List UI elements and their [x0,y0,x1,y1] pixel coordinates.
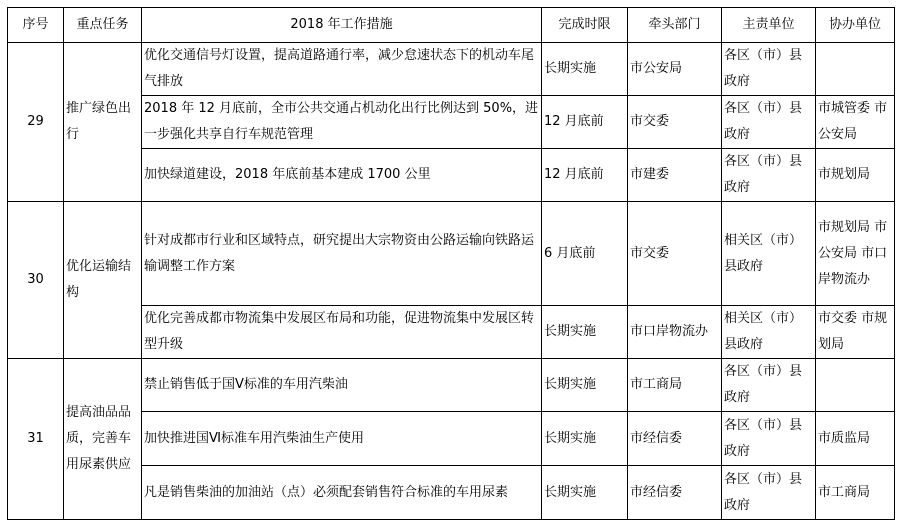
responsible-cell: 各区（市）县政府 [722,359,816,412]
measure-cell: 禁止销售低于国Ⅴ标准的车用汽柴油 [142,359,542,412]
deadline-cell: 6 月底前 [542,202,628,306]
measure-cell: 优化完善成都市物流集中发展区布局和功能，促进物流集中发展区转型升级 [142,306,542,359]
deadline-cell: 长期实施 [542,359,628,412]
lead-cell: 市口岸物流办 [628,306,722,359]
deadline-cell: 长期实施 [542,43,628,96]
responsible-cell: 各区（市）县政府 [722,43,816,96]
table-row [8,412,895,466]
measure-cell: 凡是销售柴油的加油站（点）必须配套销售符合标准的车用尿素 [142,466,542,520]
assist-cell: 市工商局 [816,466,895,520]
lead-cell: 市工商局 [628,359,722,412]
group-task: 优化运输结构 [64,202,142,359]
deadline-cell: 长期实施 [542,466,628,520]
lead-cell: 市建委 [628,149,722,202]
assist-cell: 市城管委 市公安局 [816,96,895,149]
header-responsible: 主责单位 [722,8,816,43]
deadline-cell: 12 月底前 [542,149,628,202]
table-row [8,202,895,306]
lead-cell: 市交委 [628,96,722,149]
responsible-cell: 各区（市）县政府 [722,149,816,202]
responsible-cell: 相关区（市）县政府 [722,202,816,306]
assist-cell: 市规划局 市公安局 市口岸物流办 [816,202,895,306]
group-task: 推广绿色出行 [64,43,142,202]
deadline-cell: 长期实施 [542,412,628,466]
measure-cell: 加快绿道建设，2018 年底前基本建成 1700 公里 [142,149,542,202]
work-plan-table [7,7,895,520]
lead-cell: 市经信委 [628,466,722,520]
table-row [8,359,895,412]
header-row [8,8,895,43]
assist-cell: 市质监局 [816,412,895,466]
group-task: 提高油品品质，完善车用尿素供应 [64,359,142,520]
header-measure: 2018 年工作措施 [142,8,542,43]
assist-cell [816,43,895,96]
group-number: 31 [8,359,64,520]
table-row [8,466,895,520]
assist-cell [816,359,895,412]
responsible-cell: 各区（市）县政府 [722,96,816,149]
assist-cell: 市交委 市规划局 [816,306,895,359]
header-no: 序号 [8,8,64,43]
table-row [8,43,895,96]
responsible-cell: 各区（市）县政府 [722,412,816,466]
deadline-cell: 长期实施 [542,306,628,359]
measure-cell: 加快推进国Ⅵ标准车用汽柴油生产使用 [142,412,542,466]
header-task: 重点任务 [64,8,142,43]
header-deadline: 完成时限 [542,8,628,43]
responsible-cell: 各区（市）县政府 [722,466,816,520]
group-number: 29 [8,43,64,202]
header-lead: 牵头部门 [628,8,722,43]
table-row [8,96,895,149]
table-row [8,149,895,202]
deadline-cell: 12 月底前 [542,96,628,149]
lead-cell: 市公安局 [628,43,722,96]
responsible-cell: 相关区（市）县政府 [722,306,816,359]
assist-cell: 市规划局 [816,149,895,202]
table-row [8,306,895,359]
measure-cell: 针对成都市行业和区域特点，研究提出大宗物资由公路运输向铁路运输调整工作方案 [142,202,542,306]
measure-cell: 2018 年 12 月底前，全市公共交通占机动化出行比例达到 50%，进一步强化共享自行车规范管理 [142,96,542,149]
lead-cell: 市交委 [628,202,722,306]
lead-cell: 市经信委 [628,412,722,466]
header-assist: 协办单位 [816,8,895,43]
group-number: 30 [8,202,64,359]
measure-cell: 优化交通信号灯设置，提高道路通行率，减少怠速状态下的机动车尾气排放 [142,43,542,96]
